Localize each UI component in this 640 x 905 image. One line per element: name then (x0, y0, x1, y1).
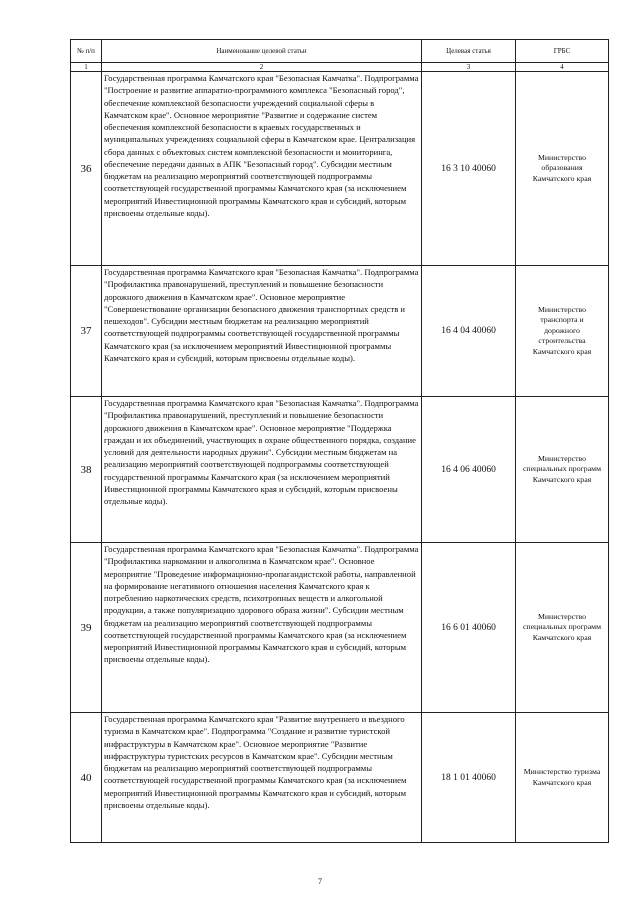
grbs-cell: Министерство специальных программ Камчатского края (516, 397, 609, 543)
page-number: 7 (318, 877, 322, 886)
table-row (71, 543, 609, 713)
column-number: 1 (71, 63, 102, 72)
grbs-cell: Министерство образования Камчатского края (516, 72, 609, 266)
target-item-name: Государственная программа Камчатского края "Безопасная Камчатка". Подпрограмма "Построение и развитие аппаратно-программного комплекса "Безопасный город", обеспечение комплексной безопасности учреждений социальной сферы в Камчатском крае". Основное мероприятие "Развитие и содержание систем обеспечения комплексной безопасности в краевых государственных и муниципальных учреждениях социальной сферы в Камчатском крае. Централизация сбора данных с объектовых систем комплексной безопасности и мониторинга, обеспечение передачи данных в АПК "Безопасный город". Субсидии местным бюджетам на реализацию мероприятий соответствующей подпрограммы соответствующей государственной программы Камчатского края (за исключением мероприятий Инвестиционной программы Камчатского края и субсидий, которым присвоены отдельные коды). (102, 72, 422, 266)
target-item-code: 16 4 04 40060 (422, 266, 516, 397)
column-number: 3 (422, 63, 516, 72)
grbs-cell: Министерство туризма Камчатского края (516, 713, 609, 843)
row-number: 38 (71, 397, 102, 543)
header-grbs: ГРБС (516, 40, 609, 63)
target-item-name: Государственная программа Камчатского края "Безопасная Камчатка". Подпрограмма "Профилактика правонарушений, преступлений и повышение безопасности дорожного движения в Камчатском крае". Основное мероприятие "Совершенствование организации безопасного движения транспортных средств и пешеходов". Субсидии местным бюджетам на реализацию мероприятий соответствующей подпрограммы соответствующей государственной программы Камчатского края (за исключением мероприятий Инвестиционной программы Камчатского края и субсидий, которым присвоены отдельные коды). (102, 266, 422, 397)
target-item-code: 16 3 10 40060 (422, 72, 516, 266)
target-item-code: 18 1 01 40060 (422, 713, 516, 843)
row-number: 39 (71, 543, 102, 713)
table-row (71, 72, 609, 266)
target-item-name: Государственная программа Камчатского края "Развитие внутреннего и въездного туризма в Камчатском крае". Подпрограмма "Создание и развитие туристской инфраструктуры в Камчатском крае". Основное мероприятие "Развитие инфраструктуры туристских ресурсов в Камчатском крае". Субсидии местным бюджетам на реализацию мероприятий соответствующей подпрограммы соответствующей государственной программы Камчатского края (за исключением мероприятий Инвестиционной программы Камчатского края и субсидий, которым присвоены отдельные коды). (102, 713, 422, 843)
column-number-row (71, 63, 609, 72)
table-row (71, 266, 609, 397)
column-number: 2 (102, 63, 422, 72)
target-item-code: 16 4 06 40060 (422, 397, 516, 543)
row-number: 37 (71, 266, 102, 397)
table-row (71, 397, 609, 543)
budget-classification-table (70, 39, 609, 843)
header-number: № п/п (71, 40, 102, 63)
header-name: Наименование целевой статьи (102, 40, 422, 63)
row-number: 40 (71, 713, 102, 843)
table-row (71, 713, 609, 843)
target-item-name: Государственная программа Камчатского края "Безопасная Камчатка". Подпрограмма "Профилактика наркомании и алкоголизма в Камчатском крае". Основное мероприятие "Проведение информационно-пропагандистской работы, направленной на формирование негативного отношения населения Камчатского края к потреблению наркотических средств, психотропных веществ и алкогольной продукции, а также популяризацию здорового образа жизни". Субсидии местным бюджетам на реализацию мероприятий соответствующей подпрограммы соответствующей государственной программы Камчатского края (за исключением мероприятий Инвестиционной программы Камчатского края и субсидий, которым присвоены отдельные коды). (102, 543, 422, 713)
column-number: 4 (516, 63, 609, 72)
header-code: Целевая статья (422, 40, 516, 63)
table-header-row (71, 40, 609, 63)
grbs-cell: Министерство транспорта и дорожного строительства Камчатского края (516, 266, 609, 397)
grbs-cell: Министерство специальных программ Камчатского края (516, 543, 609, 713)
row-number: 36 (71, 72, 102, 266)
target-item-code: 16 6 01 40060 (422, 543, 516, 713)
target-item-name: Государственная программа Камчатского края "Безопасная Камчатка". Подпрограмма "Профилактика правонарушений, преступлений и повышение безопасности дорожного движения в Камчатском крае". Основное мероприятие "Поддержка граждан и их объединений, участвующих в охране общественного порядка, создание условий для деятельности народных дружин". Субсидии местным бюджетам на реализацию мероприятий соответствующей подпрограммы соответствующей государственной программы Камчатского края (за исключением мероприятий Инвестиционной программы Камчатского края и субсидий, которым присвоены отдельные коды). (102, 397, 422, 543)
